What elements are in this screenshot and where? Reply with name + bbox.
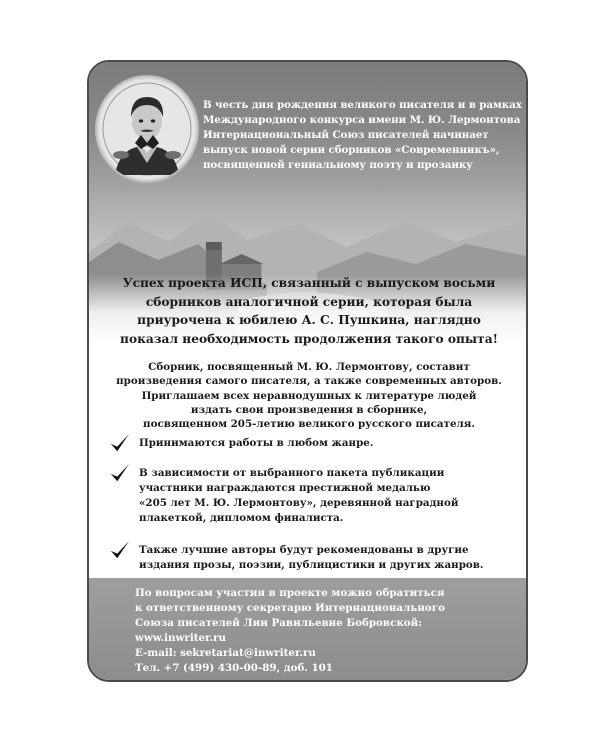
intro-line: В честь дня рождения великого писателя и в рамках <box>203 99 522 111</box>
portrait-medallion-icon <box>95 75 199 183</box>
contact-line: По вопросам участия в проекте можно обратиться <box>135 587 445 599</box>
description <box>99 360 519 431</box>
intro-line: выпуск новой серии сборников «Современникъ», <box>203 144 500 156</box>
headline <box>95 274 523 348</box>
checklist-line: плакеткой, дипломом финалиста. <box>139 512 344 524</box>
description-line: произведения самого писателя, а также современных авторов. <box>116 375 502 388</box>
checklist-text <box>139 543 484 573</box>
intro-line: посвященной гениальному поэту и прозаику <box>203 159 473 171</box>
headline-line: показал необходимость продолжения такого опыта! <box>120 331 498 346</box>
contact-line: Союза писателей Лии Равильевне Бобровской: <box>135 617 423 629</box>
description-line: Приглашаем всех неравнодушных к литературе людей <box>141 389 477 402</box>
checklist-line: издания прозы, поэзии, публицистики и других жанров. <box>139 559 484 571</box>
description-line: Сборник, посвященный М. Ю. Лермонтову, составит <box>148 361 470 373</box>
checklist-line: участники награждаются престижной медалью <box>139 482 431 494</box>
checklist-line: Также лучшие авторы будут рекомендованы в другие <box>139 544 469 556</box>
flyer-card <box>87 60 528 682</box>
contact-line: к ответственному секретарю Интернационального <box>135 602 445 614</box>
headline-line: Успех проекта ИСП, связанный с выпуском восьми <box>122 276 496 290</box>
checklist-line: «205 лет М. Ю. Лермонтову», деревянной наградной <box>139 497 459 509</box>
checkmark-icon <box>109 462 131 484</box>
portrait-illustration <box>97 77 197 181</box>
intro-line: Международного конкурса имени М. Ю. Лермонтова <box>203 114 521 126</box>
headline-line: сборников аналогичной серии, которая была <box>145 294 473 309</box>
checkmark-icon <box>109 432 131 454</box>
phone-number: Тел. +7 (499) 430-00-89, доб. 101 <box>135 662 333 674</box>
checklist-line: Принимаются работы в любом жанре. <box>139 437 374 449</box>
contact-info <box>135 586 515 676</box>
description-line: издать свои произведения в сборнике, <box>190 403 428 416</box>
email-link[interactable]: E-mail: sekretariat@inwriter.ru <box>135 647 316 659</box>
checkmark-icon <box>109 539 131 561</box>
intro-line: Интернациональный Союз писателей начинает <box>203 129 489 141</box>
intro-text <box>203 98 523 173</box>
checklist-text <box>139 466 458 526</box>
checklist-text <box>139 436 373 451</box>
headline-line: приурочена к юбилею А. С. Пушкина, наглядно <box>137 313 481 327</box>
website-link[interactable]: www.inwriter.ru <box>135 632 227 644</box>
description-line: посвященном 205-летию великого русского писателя. <box>143 418 475 431</box>
checklist-line: В зависимости от выбранного пакета публикации <box>139 467 445 479</box>
